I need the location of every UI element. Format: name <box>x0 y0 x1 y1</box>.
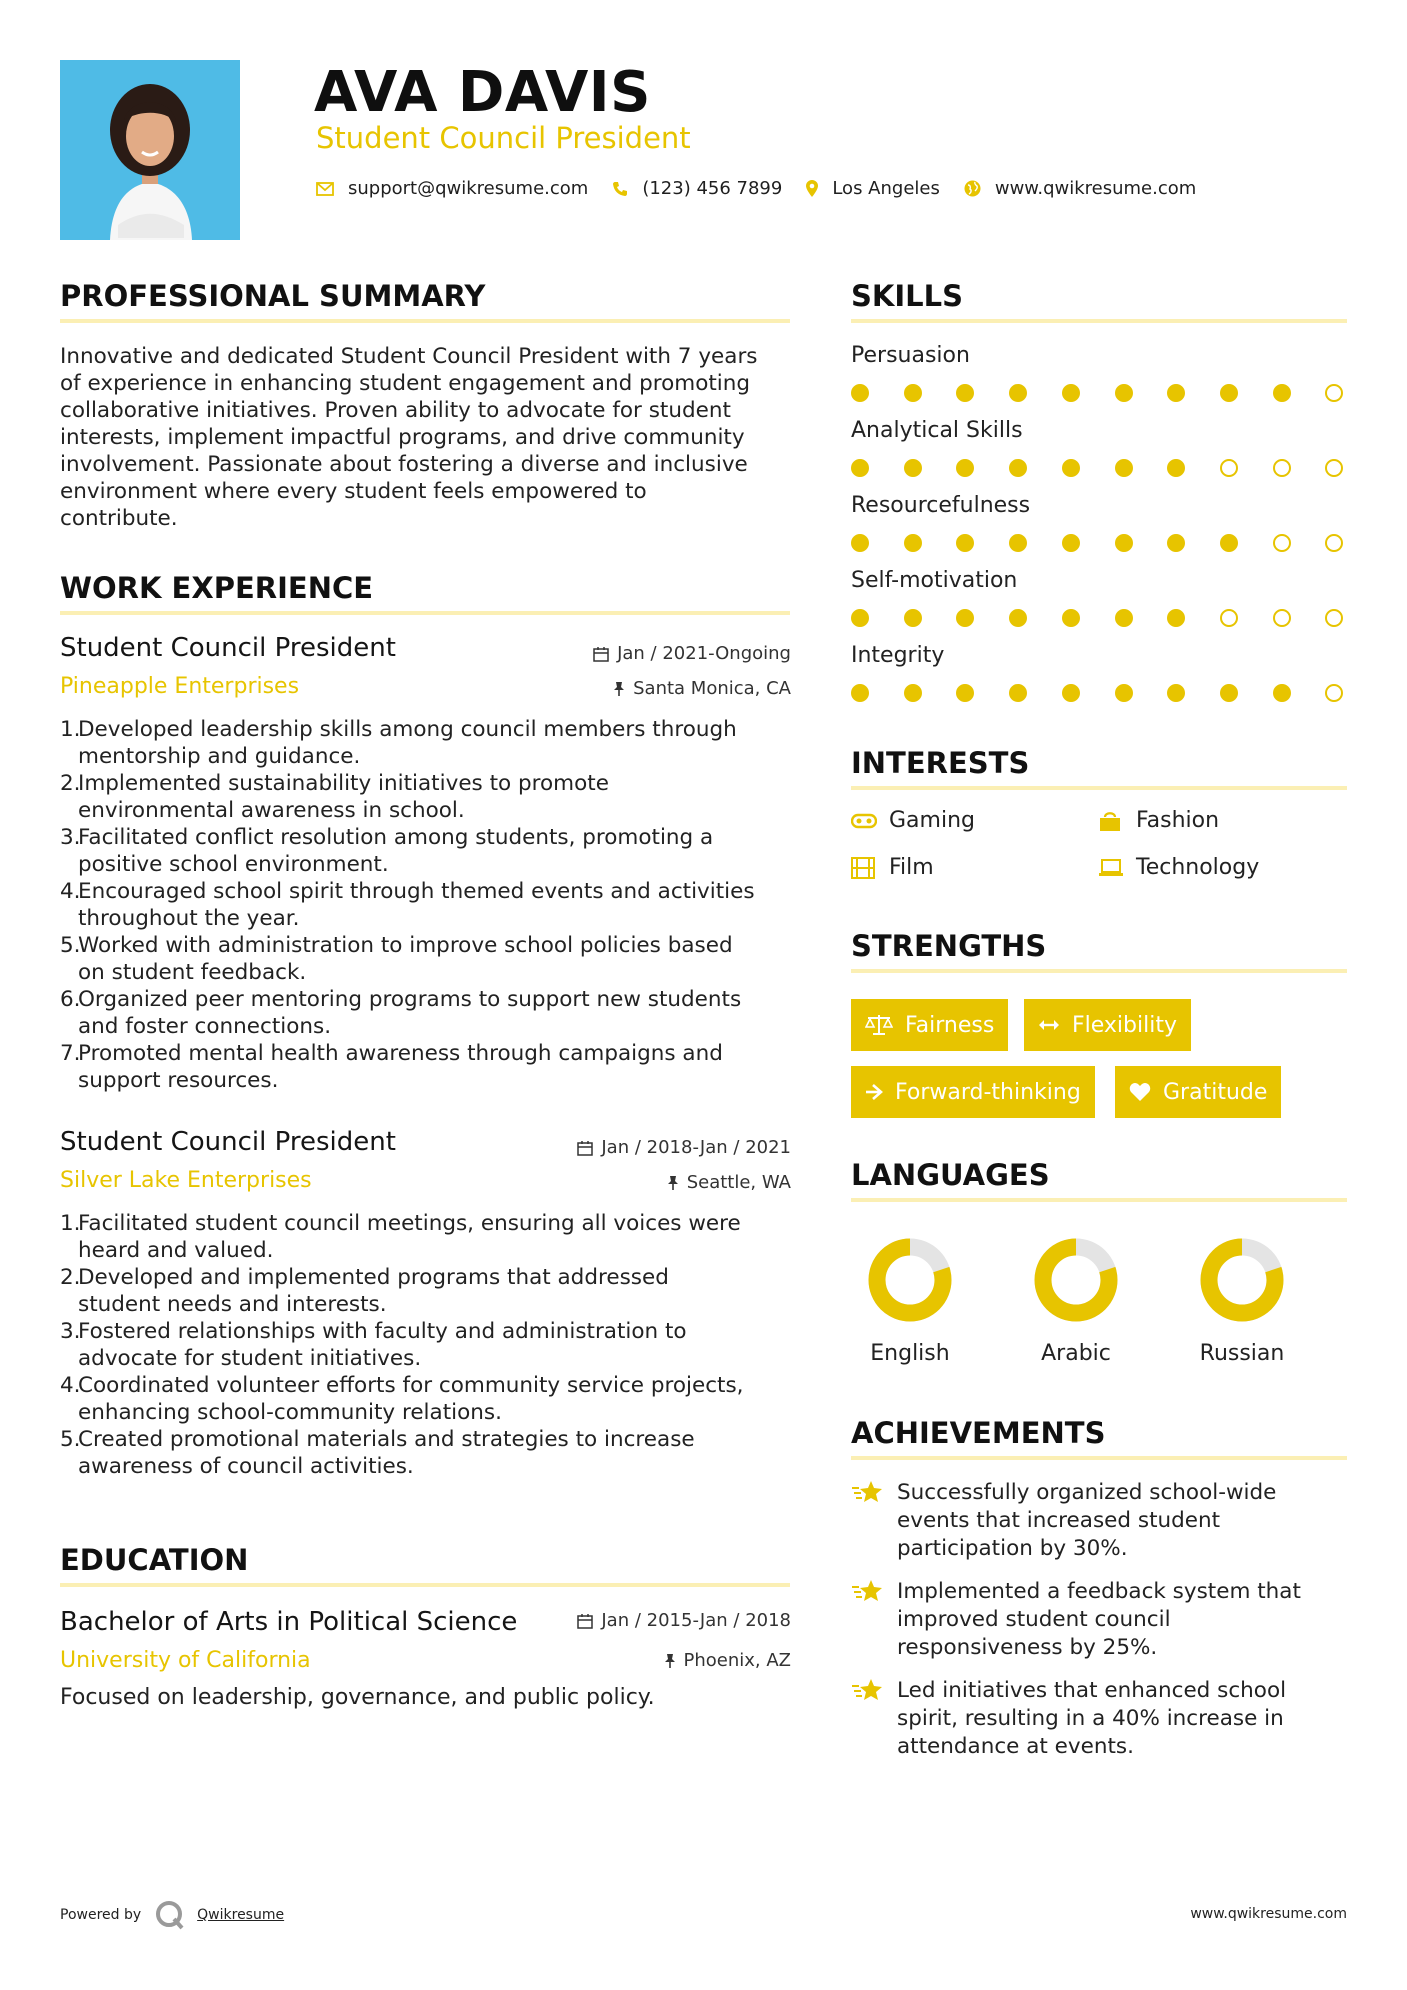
skill-dot-filled <box>956 684 974 702</box>
skill-dot-empty <box>1273 534 1291 552</box>
profile-photo <box>60 60 240 240</box>
calendar-icon <box>577 1140 593 1156</box>
skill-dot-empty <box>1273 459 1291 477</box>
pin-icon <box>664 1653 676 1669</box>
skill-dot-filled <box>851 609 869 627</box>
skill-dot-empty <box>1325 459 1343 477</box>
skill-name: Self-motivation <box>851 568 1018 593</box>
strength-label: Flexibility <box>1072 1012 1177 1038</box>
footer-powered-by <box>60 1900 284 1930</box>
strengths-divider <box>851 969 1347 973</box>
skill-dot-filled <box>851 534 869 552</box>
skill-dot-filled <box>956 459 974 477</box>
powered-by-text: Powered by <box>60 1907 142 1923</box>
skill-dot-filled <box>851 684 869 702</box>
achievements-divider <box>851 1456 1347 1460</box>
language-ring-english <box>865 1235 955 1325</box>
skill-dot-empty <box>1325 684 1343 702</box>
summary-line: involvement. Passionate about fostering a diverse and inclusive <box>60 452 748 477</box>
arrows-horizontal-icon <box>1038 1018 1060 1032</box>
pin-icon <box>667 1175 679 1191</box>
skill-dot-filled <box>1167 534 1185 552</box>
achievement-item <box>851 1479 1351 1563</box>
job-bullets <box>60 1210 800 1480</box>
language-ring-arabic <box>1031 1235 1121 1325</box>
job-location-text: Santa Monica, CA <box>633 678 791 699</box>
star-icon <box>851 1578 885 1662</box>
skill-dot-filled <box>1115 459 1133 477</box>
strength-badge <box>1024 999 1191 1051</box>
contact-website[interactable]: www.qwikresume.com <box>994 178 1197 199</box>
skill-dot-filled <box>851 459 869 477</box>
contact-bar <box>316 178 1220 199</box>
language-name: Arabic <box>1041 1341 1111 1366</box>
strength-badge <box>1115 1066 1281 1118</box>
list-item: 4. Encouraged school spirit through themed events and activities throughout the year. <box>60 879 755 931</box>
skill-dot-filled <box>1273 384 1291 402</box>
achievement-item <box>851 1578 1351 1662</box>
skill-name: Analytical Skills <box>851 418 1023 443</box>
skill-dot-filled <box>1062 684 1080 702</box>
achievement-line: Led initiatives that enhanced school <box>897 1678 1287 1703</box>
school-name: University of California <box>60 1648 311 1673</box>
list-item: 5. Worked with administration to improve school policies based on student feedback. <box>60 933 733 985</box>
skill-dot-filled <box>904 609 922 627</box>
languages-heading: LANGUAGES <box>851 1158 1050 1192</box>
brand-link[interactable]: Qwikresume <box>197 1907 285 1923</box>
skill-dot-empty <box>1220 609 1238 627</box>
job-dates-text: Jan / 2018-Jan / 2021 <box>601 1137 791 1158</box>
skill-dot-filled <box>956 384 974 402</box>
achievement-line: participation by 30%. <box>897 1536 1128 1561</box>
interests-heading: INTERESTS <box>851 746 1030 780</box>
interest-label: Gaming <box>889 808 975 833</box>
experience-heading: WORK EXPERIENCE <box>60 571 374 605</box>
education-description: Focused on leadership, governance, and public policy. <box>60 1685 655 1710</box>
job-company: Silver Lake Enterprises <box>60 1168 312 1193</box>
achievement-line: attendance at events. <box>897 1734 1134 1759</box>
summary-text <box>60 343 800 532</box>
skill-rating <box>851 606 1351 626</box>
degree-title: Bachelor of Arts in Political Science <box>60 1607 518 1637</box>
skill-dot-filled <box>904 459 922 477</box>
skill-rating <box>851 381 1351 401</box>
footer-website[interactable]: www.qwikresume.com <box>1190 1906 1347 1922</box>
contact-email[interactable]: support@qwikresume.com <box>348 178 589 199</box>
achievement-line: Successfully organized school-wide <box>897 1480 1277 1505</box>
list-item: 2. Developed and implemented programs that addressed student needs and interests. <box>60 1265 669 1317</box>
calendar-icon <box>593 646 609 662</box>
skill-dot-filled <box>1062 609 1080 627</box>
strengths-heading: STRENGTHS <box>851 929 1047 963</box>
summary-divider <box>60 319 790 323</box>
education-dates <box>577 1610 791 1631</box>
strength-label: Gratitude <box>1163 1079 1268 1105</box>
job-title: Student Council President <box>60 633 396 663</box>
skill-dot-filled <box>1115 384 1133 402</box>
interest-film <box>851 855 934 880</box>
heart-icon <box>1129 1082 1151 1102</box>
skill-dot-filled <box>904 384 922 402</box>
list-item: 2. Implemented sustainability initiatives to promote environmental awareness in school. <box>60 771 609 823</box>
job-dates-text: Jan / 2021-Ongoing <box>617 643 791 664</box>
summary-line: collaborative initiatives. Proven ability to advocate for student <box>60 398 731 423</box>
skill-dot-filled <box>1273 684 1291 702</box>
list-item: 6. Organized peer mentoring programs to support new students and foster connections. <box>60 987 742 1039</box>
strength-label: Fairness <box>905 1012 995 1038</box>
skill-dot-filled <box>1009 534 1027 552</box>
skills-divider <box>851 319 1347 323</box>
star-icon <box>851 1677 885 1761</box>
language-ring-russian <box>1197 1235 1287 1325</box>
languages-divider <box>851 1198 1347 1202</box>
calendar-icon <box>577 1613 593 1629</box>
skill-dot-filled <box>1062 534 1080 552</box>
skill-dot-filled <box>1062 459 1080 477</box>
arrow-right-icon <box>865 1083 883 1101</box>
laptop-icon <box>1098 858 1124 878</box>
language-name: English <box>870 1341 950 1366</box>
skill-dot-filled <box>956 609 974 627</box>
skill-dot-filled <box>1009 684 1027 702</box>
interest-label: Fashion <box>1136 808 1220 833</box>
gamepad-icon <box>851 813 877 829</box>
skill-dot-empty <box>1220 459 1238 477</box>
skills-heading: SKILLS <box>851 279 963 313</box>
skill-dot-filled <box>1009 384 1027 402</box>
job-location <box>667 1172 791 1193</box>
strength-badge <box>851 1066 1095 1118</box>
education-location-text: Phoenix, AZ <box>683 1650 791 1671</box>
interests-divider <box>851 786 1347 790</box>
skill-dot-filled <box>1115 684 1133 702</box>
achievement-line: responsiveness by 25%. <box>897 1635 1158 1660</box>
summary-heading: PROFESSIONAL SUMMARY <box>60 279 486 313</box>
skill-dot-filled <box>904 534 922 552</box>
summary-line: of experience in enhancing student engagement and promoting <box>60 371 751 396</box>
pin-icon <box>613 681 625 697</box>
achievement-item <box>851 1677 1351 1761</box>
interest-label: Film <box>889 855 934 880</box>
skill-dot-filled <box>1167 684 1185 702</box>
job-dates <box>593 643 791 664</box>
candidate-title: Student Council President <box>316 121 691 155</box>
strength-badge <box>851 999 1008 1051</box>
skill-rating <box>851 531 1351 551</box>
qwikresume-logo-icon <box>155 1900 185 1930</box>
achievement-line: Implemented a feedback system that <box>897 1579 1301 1604</box>
summary-line: contribute. <box>60 506 178 531</box>
skill-dot-filled <box>956 534 974 552</box>
achievements-heading: ACHIEVEMENTS <box>851 1416 1106 1450</box>
skill-dot-filled <box>1062 384 1080 402</box>
education-dates-text: Jan / 2015-Jan / 2018 <box>601 1610 791 1631</box>
achievement-line: spirit, resulting in a 40% increase in <box>897 1706 1284 1731</box>
education-location <box>664 1650 792 1671</box>
experience-divider <box>60 611 790 615</box>
globe-icon <box>964 180 981 197</box>
map-pin-icon <box>806 180 818 197</box>
list-item: 4. Coordinated volunteer efforts for community service projects, enhancing school-community relations. <box>60 1373 744 1425</box>
job-title: Student Council President <box>60 1127 396 1157</box>
achievement-line: events that increased student <box>897 1508 1221 1533</box>
shopping-bag-icon <box>1098 810 1124 832</box>
skill-dot-filled <box>1115 609 1133 627</box>
strength-label: Forward-thinking <box>895 1079 1081 1105</box>
skill-dot-filled <box>1220 684 1238 702</box>
skill-name: Persuasion <box>851 343 970 368</box>
contact-phone[interactable]: (123) 456 7899 <box>642 178 783 199</box>
job-dates <box>577 1137 791 1158</box>
education-divider <box>60 1583 790 1587</box>
skill-dot-filled <box>1115 534 1133 552</box>
interest-label: Technology <box>1136 855 1260 880</box>
list-item: 5. Created promotional materials and strategies to increase awareness of council activities. <box>60 1427 695 1479</box>
skill-dot-empty <box>1325 384 1343 402</box>
summary-line: Innovative and dedicated Student Council President with 7 years <box>60 344 758 369</box>
skill-dot-filled <box>1009 459 1027 477</box>
skill-dot-empty <box>1273 609 1291 627</box>
job-location-text: Seattle, WA <box>686 1172 791 1193</box>
summary-line: interests, implement impactful programs, and drive community <box>60 425 745 450</box>
skill-dot-empty <box>1325 609 1343 627</box>
scale-icon <box>865 1013 893 1037</box>
job-location <box>613 678 791 699</box>
film-icon <box>851 857 877 879</box>
skill-rating <box>851 681 1351 701</box>
list-item: 7. Promoted mental health awareness through campaigns and support resources. <box>60 1041 723 1093</box>
skill-name: Integrity <box>851 643 945 668</box>
job-bullets <box>60 716 800 1094</box>
list-item: 3. Fostered relationships with faculty and administration to advocate for student initiatives. <box>60 1319 687 1371</box>
language-name: Russian <box>1199 1341 1285 1366</box>
phone-icon <box>612 181 628 197</box>
list-item: 3. Facilitated conflict resolution among students, promoting a positive school environment. <box>60 825 714 877</box>
email-icon <box>316 182 334 196</box>
skill-dot-filled <box>1167 384 1185 402</box>
star-icon <box>851 1479 885 1563</box>
list-item: 1. Facilitated student council meetings, ensuring all voices were heard and valued. <box>60 1211 741 1263</box>
skill-dot-filled <box>851 384 869 402</box>
candidate-name: AVA DAVIS <box>314 60 651 125</box>
skill-dot-filled <box>1220 534 1238 552</box>
skill-dot-filled <box>1167 609 1185 627</box>
skill-rating <box>851 456 1351 476</box>
job-company: Pineapple Enterprises <box>60 674 300 699</box>
interest-fashion <box>1098 808 1219 833</box>
skill-dot-filled <box>904 684 922 702</box>
contact-location: Los Angeles <box>832 178 940 199</box>
skill-dot-filled <box>1167 459 1185 477</box>
list-item: 1. Developed leadership skills among council members through mentorship and guidance. <box>60 717 737 769</box>
skill-dot-filled <box>1220 384 1238 402</box>
education-heading: EDUCATION <box>60 1543 249 1577</box>
summary-line: environment where every student feels empowered to <box>60 479 647 504</box>
skill-name: Resourcefulness <box>851 493 1031 518</box>
skill-dot-empty <box>1325 534 1343 552</box>
skill-dot-filled <box>1009 609 1027 627</box>
interest-technology <box>1098 855 1259 880</box>
achievement-line: improved student council <box>897 1607 1171 1632</box>
interest-gaming <box>851 808 975 833</box>
